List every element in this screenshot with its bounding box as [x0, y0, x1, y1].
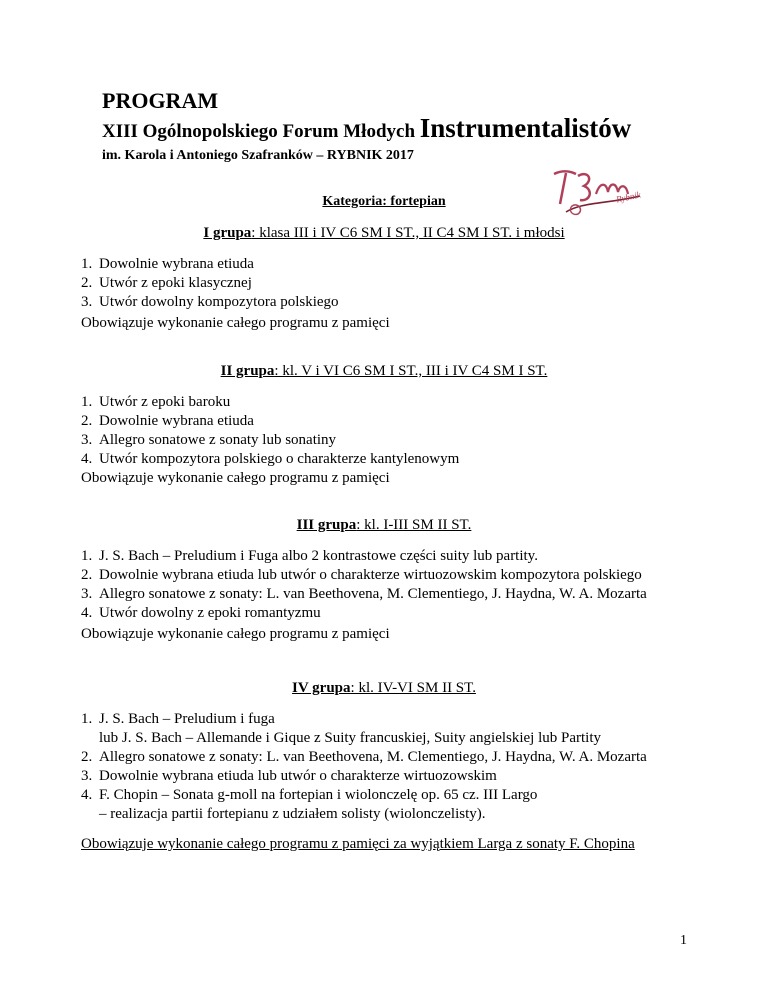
list-item-text: Utwór dowolny z epoki romantyzmu: [99, 605, 321, 621]
list-item-continuation: – realizacja partii fortepianu z udziałem solisty (wiolonczelisty).: [99, 806, 486, 822]
list-item: 4. Utwór dowolny z epoki romantyzmu: [81, 605, 321, 621]
list-item-text: J. S. Bach – Preludium i Fuga albo 2 kontrastowe części suity lub partity.: [99, 548, 538, 564]
list-item: 1. Dowolnie wybrana etiuda: [81, 256, 254, 272]
group-3-note: Obowiązuje wykonanie całego programu z pamięci: [81, 626, 390, 642]
group-2-note: Obowiązuje wykonanie całego programu z pamięci: [81, 470, 390, 486]
list-item-continuation: lub J. S. Bach – Allemande i Gique z Suity francuskiej, Suity angielskiej lub Partity: [99, 730, 602, 746]
list-item: 1. Utwór z epoki baroku: [81, 394, 231, 410]
group-3-list: [81, 547, 647, 623]
group-3-desc: : kl. I-III SM II ST.: [356, 517, 472, 533]
list-item: 1. J. S. Bach – Preludium i Fuga albo 2 kontrastowe części suity lub partity.: [81, 548, 538, 564]
list-item: 3. Dowolnie wybrana etiuda lub utwór o charakterze wirtuozowskim: [81, 768, 497, 784]
list-item: 3. Allegro sonatowe z sonaty: L. van Beethovena, M. Clementiego, J. Haydna, W. A. Mozarta: [81, 586, 647, 602]
page-title: PROGRAM: [102, 88, 219, 113]
forum-title-main: XIII Ogólnopolskiego Forum Młodych: [102, 121, 416, 142]
list-item: 4. Utwór kompozytora polskiego o charakterze kantylenowym: [81, 451, 460, 467]
list-item: 1. J. S. Bach – Preludium i fuga: [81, 711, 275, 727]
group-2-label: II grupa: [220, 363, 275, 379]
group-1-heading: [0, 225, 768, 242]
list-item: 2. Allegro sonatowe z sonaty: L. van Beethovena, M. Clementiego, J. Haydna, W. A. Mozarta: [81, 749, 647, 765]
list-item-text: Allegro sonatowe z sonaty lub sonatiny: [99, 432, 337, 448]
group-1-desc: : klasa III i IV C6 SM I ST., II C4 SM I ST. i młodsi: [251, 225, 565, 241]
group-3-label: III grupa: [296, 517, 357, 533]
list-item-text: Allegro sonatowe z sonaty: L. van Beethovena, M. Clementiego, J. Haydna, W. A. Mozarta: [99, 749, 647, 765]
group-3-heading: [0, 517, 768, 534]
list-item: 4. F. Chopin – Sonata g-moll na fortepian i wiolonczelę op. 65 cz. III Largo: [81, 787, 538, 803]
group-2-heading: [0, 363, 768, 380]
list-item-text: Dowolnie wybrana etiuda lub utwór o charakterze wirtuozowskim kompozytora polskiego: [99, 567, 642, 583]
list-item: 2. Dowolnie wybrana etiuda lub utwór o charakterze wirtuozowskim kompozytora polskiego: [81, 567, 642, 583]
group-4-desc: : kl. IV-VI SM II ST.: [350, 680, 476, 696]
group-4-list: [81, 710, 647, 824]
list-item-text: Dowolnie wybrana etiuda: [99, 413, 254, 429]
list-item-text: Utwór kompozytora polskiego o charakterze kantylenowym: [99, 451, 460, 467]
list-item: 3. Utwór dowolny kompozytora polskiego: [81, 294, 339, 310]
list-item-text: F. Chopin – Sonata g-moll na fortepian i wiolonczelę op. 65 cz. III Largo: [99, 787, 538, 803]
group-4-heading: [0, 680, 768, 697]
group-1-list: [81, 255, 339, 312]
page-number: 1: [680, 933, 687, 948]
list-item-text: Utwór z epoki baroku: [99, 394, 231, 410]
group-2-list: [81, 393, 459, 469]
list-item: 3. Allegro sonatowe z sonaty lub sonatiny: [81, 432, 337, 448]
list-item-text: J. S. Bach – Preludium i fuga: [99, 711, 275, 727]
list-item-text: Utwór z epoki klasycznej: [99, 275, 252, 291]
list-item: 2. Utwór z epoki klasycznej: [81, 275, 252, 291]
group-1-label: I grupa: [203, 225, 252, 241]
list-item: 2. Dowolnie wybrana etiuda: [81, 413, 254, 429]
group-4-label: IV grupa: [292, 680, 351, 696]
forum-title-big: Instrumentalistów: [419, 113, 632, 143]
logo-text: Rybnik: [615, 189, 642, 205]
group-2-desc: : kl. V i VI C6 SM I ST., III i IV C4 SM I ST.: [274, 363, 548, 379]
patronage-line: im. Karola i Antoniego Szafranków – RYBNIK 2017: [102, 148, 414, 163]
group-4-note: Obowiązuje wykonanie całego programu z pamięci za wyjątkiem Larga z sonaty F. Chopina: [81, 836, 635, 852]
list-item-text: Dowolnie wybrana etiuda: [99, 256, 254, 272]
forum-title: [102, 113, 631, 144]
list-item-text: Utwór dowolny kompozytora polskiego: [99, 294, 339, 310]
list-item-text: Allegro sonatowe z sonaty: L. van Beethovena, M. Clementiego, J. Haydna, W. A. Mozarta: [99, 586, 647, 602]
list-item-text: Dowolnie wybrana etiuda lub utwór o charakterze wirtuozowskim: [99, 768, 497, 784]
category-heading: Kategoria: fortepian: [322, 194, 446, 209]
group-1-note: Obowiązuje wykonanie całego programu z pamięci: [81, 315, 390, 331]
